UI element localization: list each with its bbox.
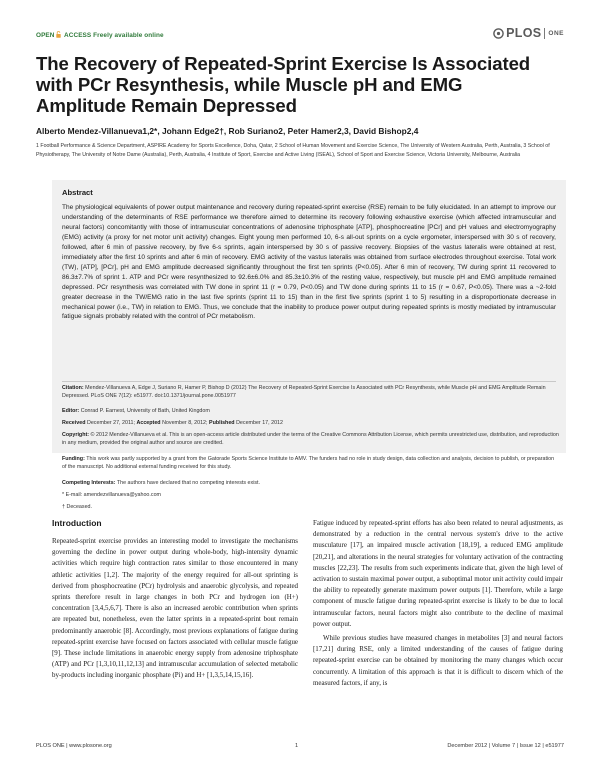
article-title: The Recovery of Repeated-Sprint Exercise Is Associated with PCr Resynthesis, while Muscle pH and EMG Amplitude Remain Depressed [36, 53, 531, 116]
citation-text: Mendez-Villanueva A, Edge J, Suriano R, Hamer P, Bishop D (2012) The Recovery of Repeated-Sprint Exercise Is Associated with PCr Resynthesis, while Muscle pH and EMG Amplitude Remain Depressed. PLoS ONE 7(12): e51977. doi:10.1371/journal.pone.0051977 [62, 385, 546, 399]
copyright-block: Copyright: © 2012 Mendez-Villanueva et al. This is an open-access article distributed under the terms of the Creative Commons Attribution License, which permits unrestricted use, distribution, and reproduction in any medium, provided the original author and source are credited. [62, 432, 559, 446]
page-number: 1 [295, 743, 299, 749]
competing-text: The authors have declared that no competing interests exist. [116, 480, 261, 486]
deceased-note: † Deceased. [62, 504, 93, 510]
journal-header [36, 26, 564, 45]
open-access-lock-icon [56, 31, 61, 38]
correspondence-email[interactable]: * E-mail: amendezvillanueva@yahoo.com [62, 492, 161, 498]
plos-logo-icon [493, 28, 504, 39]
funding-text: This work was partly supported by a grant from the Gatorade Sports Science Institute to AMV. The funders had no role in study design, data collection and analysis, decision to publish, or preparation of the manuscript. No additional external funding received for this study. [62, 456, 555, 470]
open-access-banner[interactable] [36, 31, 164, 39]
issue-info: December 2012 | Volume 7 | Issue 12 | e51977 [447, 743, 564, 749]
right-column [313, 518, 563, 689]
competing-interests: Competing Interests: The authors have declared that no competing interests exist. [62, 480, 261, 486]
introduction-heading: Introduction [52, 518, 102, 528]
introduction-paragraph: Repeated-sprint exercise provides an interesting model to investigate the mechanisms governing the decline in power output during whole-body, high-intensity dynamic activities which require high contraction rates similar to those encountered in many athletic activities [1,2]. The majority of the energy required for all-out sprinting is derived from phosphocreatine (PCr) hydrolysis and anaerobic glycolysis, and repeated sprints therefore result in large changes in both PCr and hydrogen ion (H+) concentration [3,4,5,6,7]. There is also an increased aerobic contribution when sprints are repeated but, nonetheless, even the latter sprints in a repeated-sprint bout remain predominantly anaerobic [8]. Accordingly, most previous explanations of fatigue during repeated-sprint exercise have focused on factors associated with cellular muscle fatigue [9]. These include limitations in anaerobic energy supply from adenosine triphosphate (ATP) and PCr [1,3,10,11,12,13] and intramuscular accumulation of selected metabolic by-products including inorganic phosphate (Pi) and H+ [1,3,5,14,15,16]. [52, 537, 298, 680]
editor-text: Conrad P. Earnest, University of Bath, United Kingdom [80, 408, 210, 414]
dates-line: Received December 27, 2011; Accepted November 8, 2012; Published December 17, 2012 [62, 420, 283, 426]
plos-logo-text: PLOS [506, 26, 542, 40]
logo-divider [544, 28, 545, 39]
introduction-paragraph-3: While previous studies have measured changes in metabolites [3] and neural factors [17,21] during RSE, only a limited understanding of the causes of fatigue during repeated-sprint exercise can be obtained by monitoring the many changes which occur concurrently. A limitation of this approach is that it is difficult to discern which of the measured factors, if any, is [313, 634, 563, 687]
abstract-text: The physiological equivalents of power output maintenance and recovery during repeated-sprint exercise (RSE) remain to be fully elucidated. In an attempt to improve our understanding of the determinants of RSE performance we therefore aimed to determine its recovery following exhaustive exercise (which affected intramuscular and neural factors) concomitantly with those of intramuscular concentrations of adenosine triphosphate [ATP], phosphocreatine [PCr] and pH values and electromyography (EMG) activity (a proxy for net motor unit activity) changes. Eight young men performed 10, 6-s all-out sprints on a cycle ergometer, interspersed with 30 s of recovery, followed, after 6 min of passive recovery, by five 6-s sprints, again interspersed by 30 s of passive recovery. Biopsies of the vastus lateralis were obtained at rest, immediately after the first 10 sprints and after 6 min of recovery. EMG activity of the vastus lateralis was obtained from surface electrodes throughout exercise. Total work (TW), [ATP], [PCr], pH and EMG amplitude decreased significantly throughout the first ten sprints (P<0.05). After 6 min of recovery, TW during sprint 11 recovered to 86.3±7.7% of sprint 1. ATP and PCr were resynthesized to 92.6±6.0% and 85.3±10.3% of the resting value, respectively, but muscle pH and EMG amplitude remained depressed. PCr resynthesis was correlated with TW done in sprint 11 (r = 0.79, P<0.05) and TW done during sprints 11 to 15 (r = 0.67, P<0.05). There was a ~2-fold greater decrease in the TW/EMG ratio in the last five sprints (sprint 11 to 15) than in the first five sprints (sprint 1 to 5) resulting in a disproportionate decrease in mechanical power (i.e., TW) in relation to EMG. Thus, we conclude that the inability to produce power output during repeated sprints is mostly mediated by intramuscular fatigue signals probably related with the control of PCr metabolism. [62, 204, 556, 321]
citation-block: Citation: Mendez-Villanueva A, Edge J, Suriano R, Hamer P, Bishop D (2012) The Recovery of Repeated-Sprint Exercise Is Associated with PCr Resynthesis, while Muscle pH and EMG Amplitude Remain Depressed. PLoS ONE 7(12): e51977. doi:10.1371/journal.pone.0051977 [62, 385, 546, 399]
editor-line: Editor: Conrad P. Earnest, University of Bath, United Kingdom [62, 408, 210, 414]
open-label: OPEN [36, 32, 55, 39]
abstract-box [52, 180, 566, 453]
one-logo-text: ONE [548, 29, 564, 37]
author-list: Alberto Mendez-Villanueva1,2*, Johann Edge2†, Rob Suriano2, Peter Hamer2,3, David Bishop2,4 [36, 126, 419, 136]
author-affiliations: 1 Football Performance & Science Department, ASPIRE Academy for Sports Excellence, Doha, Qatar, 2 School of Human Movement and Exercise Science, The University of Western Australia, Perth, Australia, 3 School of Physiotherapy, The University of Notre Dame (Australia), Perth, Australia, 4 Institute of Sport, Exercise and Active Living (ISEAL), School of Sport and Exercise Science, Victoria University, Melbourne, Australia [36, 143, 550, 158]
introduction-paragraph-2: Fatigue induced by repeated-sprint efforts has also been related to neural adjustments, as demonstrated by a reduction in the central nervous system's drive to the active musculature [17], an impaired muscle activation [18,19], a reduced EMG amplitude [20,21], and alterations in the neural strategies for voluntary activation of the contracting muscles [22,23]. The results from such experiments indicate that, given the high level of activation to sustain maximal power output, a suboptimal motor unit activity could impair the ability to repeatedly generate maximum power outputs [1]. Therefore, while a large component of muscle fatigue during repeated-sprint exercise is likely to be due to local intramuscular factors, neural factors might also contribute to the decline of maximal power output. [313, 519, 563, 628]
left-column [52, 518, 298, 682]
journal-url[interactable]: PLOS ONE | www.plosone.org [36, 743, 112, 749]
abstract-heading: Abstract [62, 188, 93, 197]
divider [62, 381, 556, 382]
access-label: ACCESS [64, 32, 92, 39]
freely-available-label: Freely available online [93, 32, 164, 39]
copyright-text: © 2012 Mendez-Villanueva et al. This is an open-access article distributed under the terms of the Creative Commons Attribution License, which permits unrestricted use, distribution, and reproduction in any medium, provided the original author and source are credited. [62, 432, 559, 446]
funding-block: Funding: This work was partly supported by a grant from the Gatorade Sports Science Institute to AMV. The funders had no role in study design, data collection and analysis, decision to publish, or preparation of the manuscript. No additional external funding received for this study. [62, 456, 555, 470]
plos-one-logo[interactable] [493, 26, 564, 40]
